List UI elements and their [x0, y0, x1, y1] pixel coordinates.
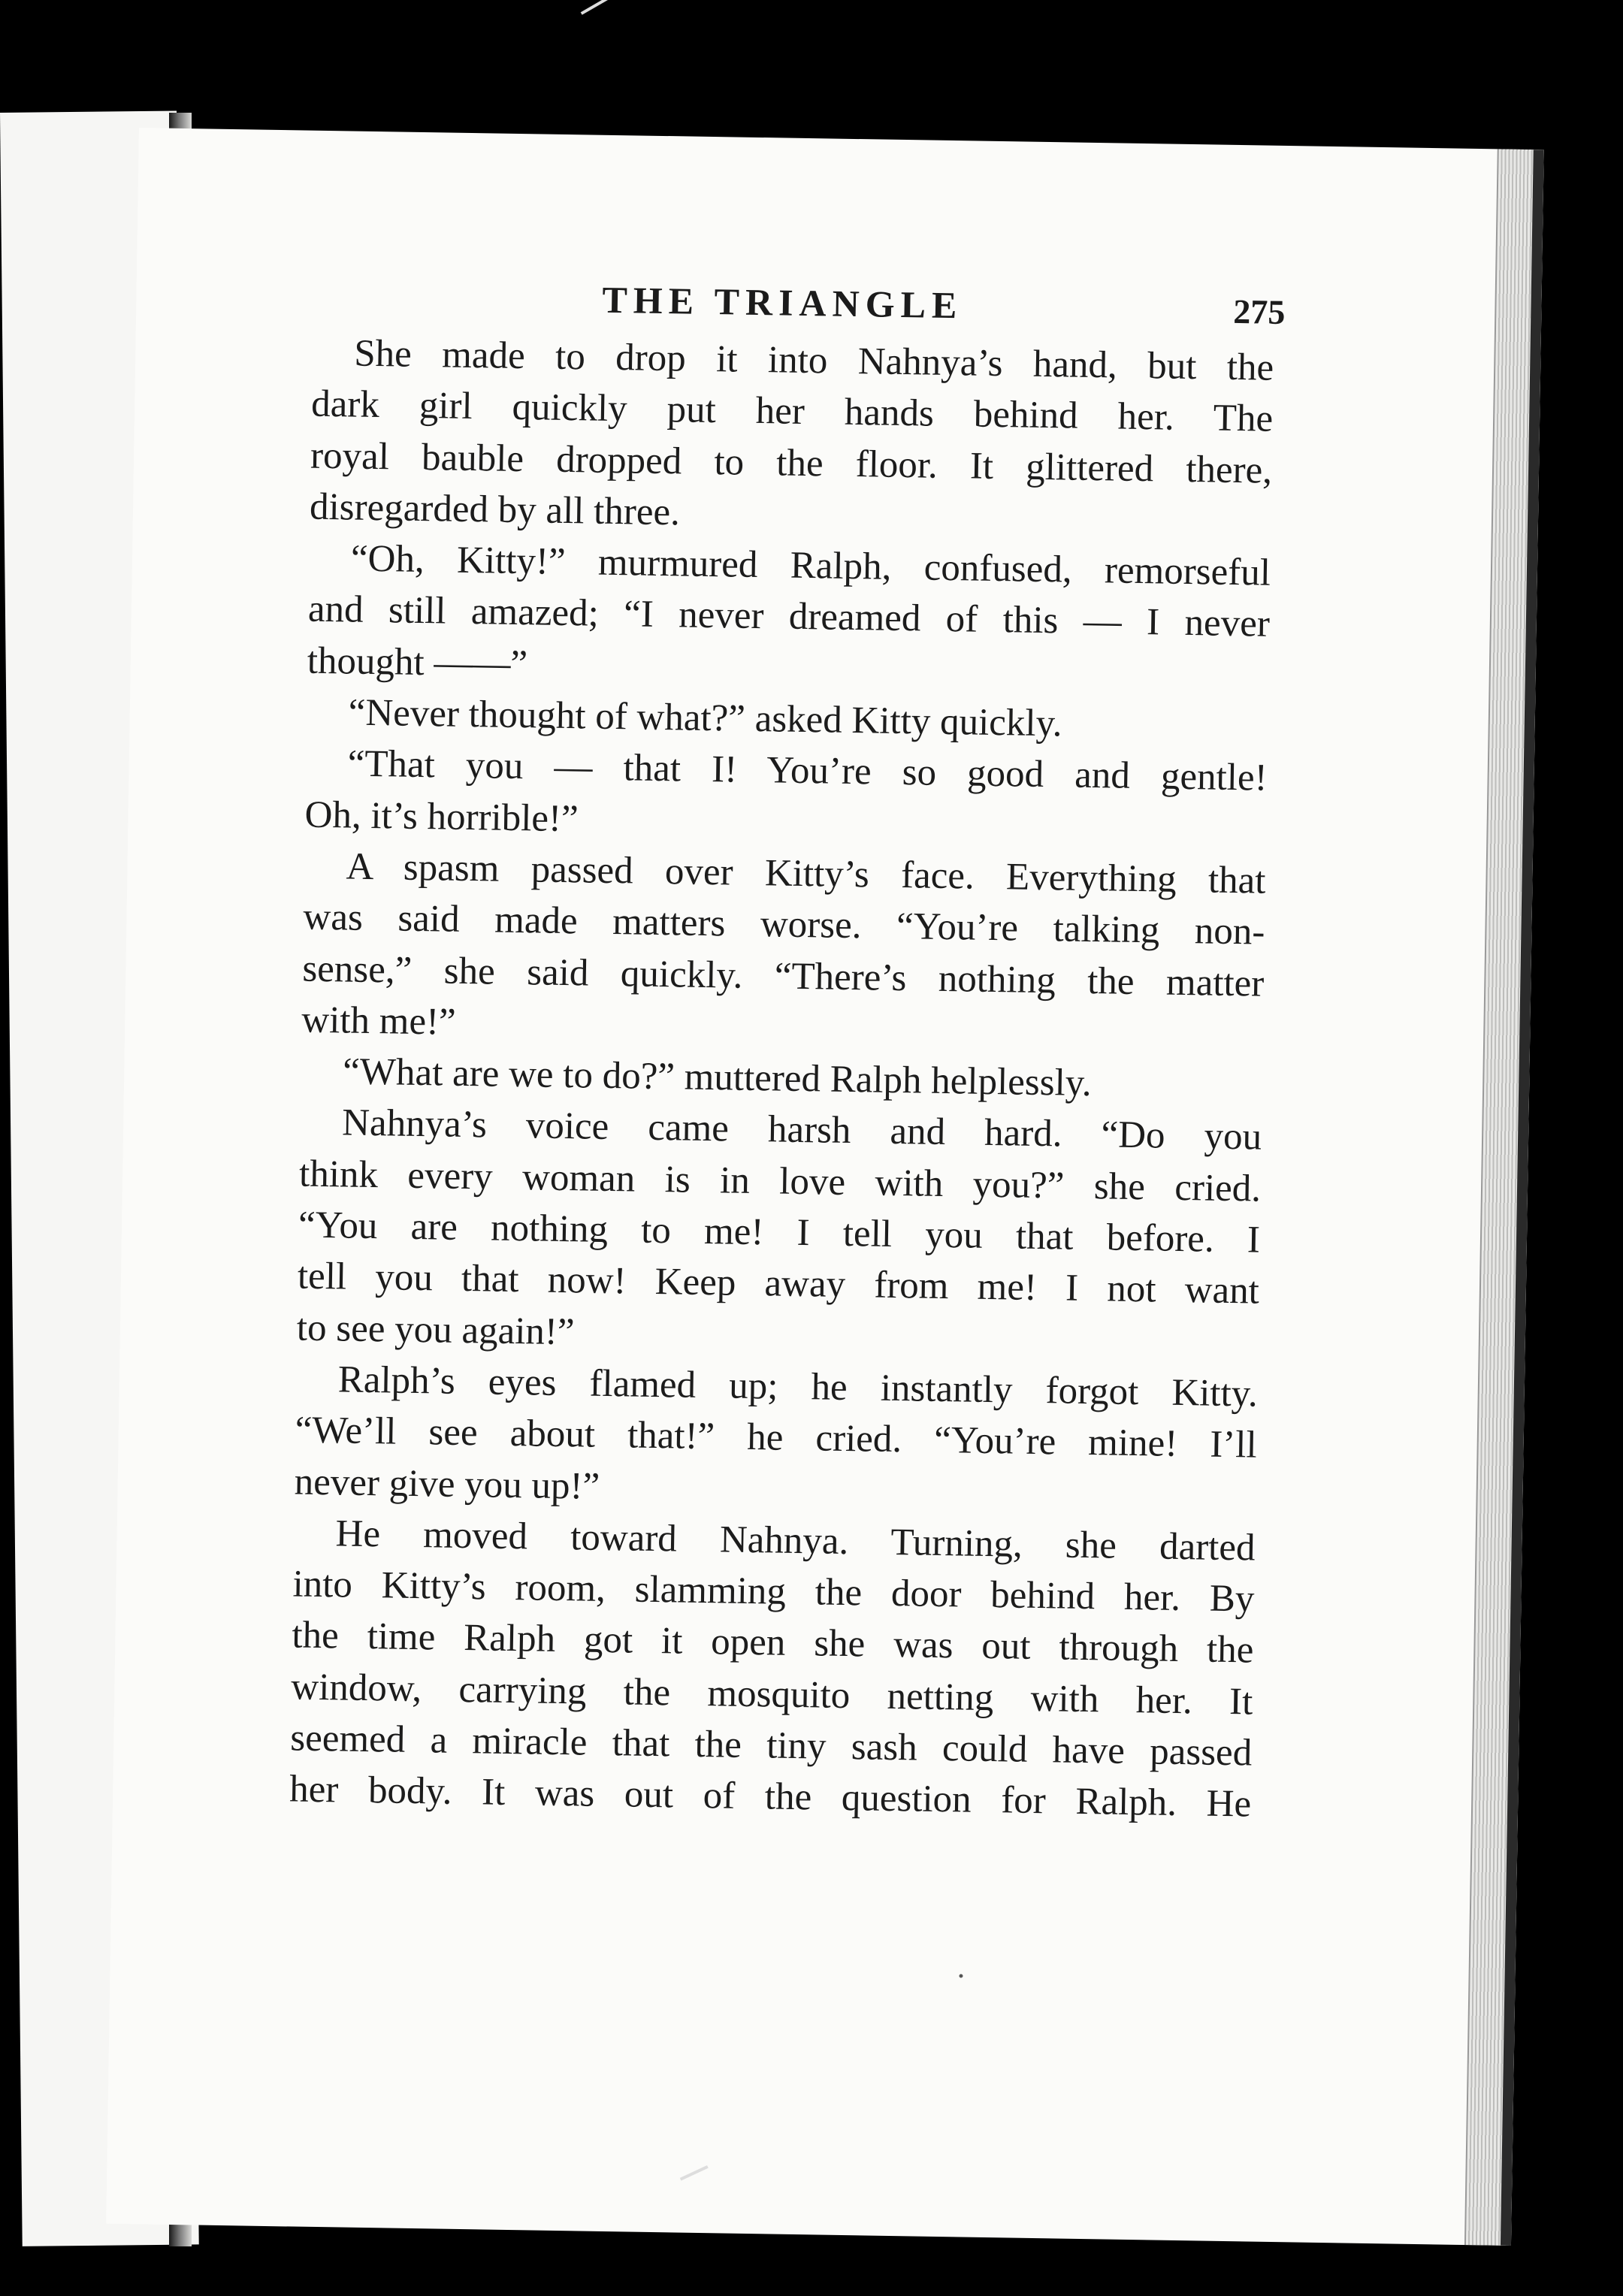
- body-text: [289, 328, 1274, 1830]
- running-head: THE TRIANGLE: [602, 278, 963, 327]
- text-line: “What are we to do?” muttered Ralph helplessly.: [342, 1050, 1093, 1105]
- text-line: sense,” she said quickly. “There’s nothing the matter: [302, 947, 1265, 1005]
- text-line: the time Ralph got it open she was out through the: [292, 1614, 1254, 1672]
- text-line: never give you up!”: [294, 1461, 600, 1508]
- text-line: her body. It was out of the question for Ralph. He: [289, 1768, 1252, 1826]
- text-line: thought ——”: [307, 639, 528, 685]
- text-line: “That you — that I! You’re so good and gentle!: [347, 742, 1268, 800]
- scan-scratch: [581, 0, 615, 26]
- text-line: She made to drop it into Nahnya’s hand, but the: [353, 332, 1274, 389]
- text-line: He moved toward Nahnya. Turning, she darted: [335, 1512, 1256, 1569]
- page-number: 275: [1232, 292, 1286, 331]
- text-line: to see you again!”: [296, 1307, 575, 1353]
- text-line: tell you that now! Keep away from me! I not want: [297, 1255, 1260, 1313]
- text-line: Oh, it’s horrible!”: [304, 793, 579, 840]
- page-speck: [959, 1974, 963, 1977]
- text-line: disregarded by all three.: [309, 485, 681, 534]
- text-line: Ralph’s eyes flamed up; he instantly forgot Kitty.: [337, 1358, 1259, 1415]
- text-line: dark girl quickly put her hands behind her. The: [310, 382, 1274, 441]
- text-line: seemed a miracle that the tiny sash could have passed: [289, 1717, 1253, 1775]
- text-line: royal bauble dropped to the floor. It glittered there,: [310, 434, 1273, 492]
- text-line: A spasm passed over Kitty’s face. Everything that: [346, 845, 1266, 902]
- text-line: “We’ll see about that!” he cried. “You’re mine! I’ll: [295, 1409, 1258, 1467]
- text-line: into Kitty’s room, slamming the door behind her. By: [292, 1563, 1255, 1621]
- text-line: was said made matters worse. “You’re talking non-: [303, 896, 1265, 953]
- text-line: window, carrying the mosquito netting with her. It: [290, 1666, 1253, 1724]
- text-line: “Oh, Kitty!” murmured Ralph, confused, remorseful: [350, 537, 1271, 594]
- text-line: with me!”: [301, 998, 457, 1044]
- book-page: [106, 128, 1544, 2246]
- text-line: Nahnya’s voice came harsh and hard. “Do you: [341, 1101, 1262, 1159]
- text-line: “You are nothing to me! I tell you that before. I: [298, 1204, 1261, 1261]
- text-line: and still amazed; “I never dreamed of this — I never: [307, 588, 1271, 646]
- text-line: think every woman is in love with you?” she cried.: [298, 1153, 1262, 1210]
- text-line: “Never thought of what?” asked Kitty quickly.: [348, 691, 1062, 745]
